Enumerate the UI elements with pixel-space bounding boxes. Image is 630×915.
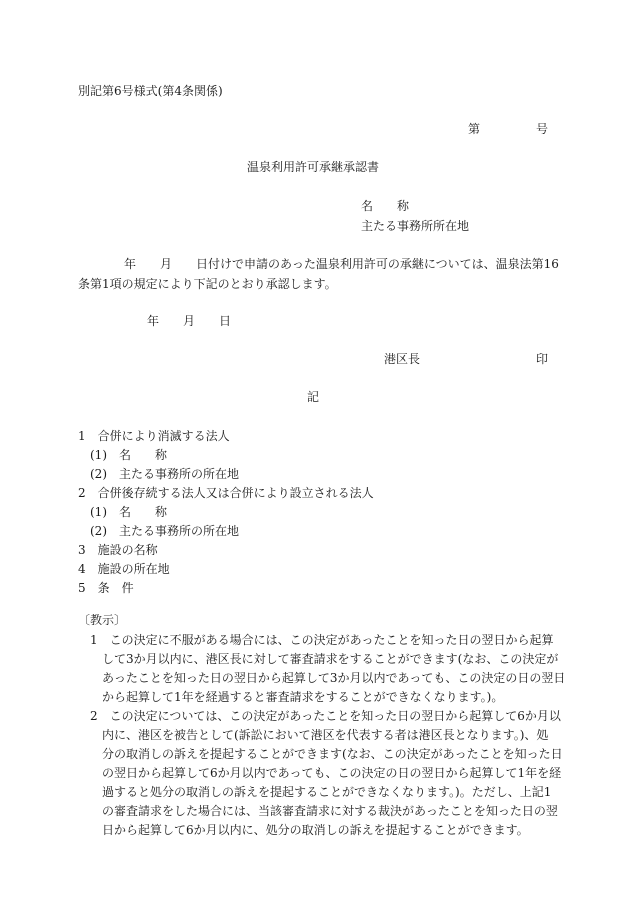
- notice-line: 過すると処分の取消しの訴えを提起することができなくなります。)。ただし、上記1: [102, 785, 552, 799]
- number-prefix: 第: [468, 122, 481, 136]
- list-item: 1 合併により消滅する法人: [78, 429, 230, 443]
- recipient-address-label: 主たる事務所所在地: [361, 219, 470, 233]
- list-item: 3 施設の名称: [78, 543, 158, 557]
- notice-heading: 〔教示〕: [78, 613, 127, 627]
- body-line-1: 年 月 日付けで申請のあった温泉利用許可の承継については、温泉法第16: [124, 257, 559, 271]
- list-item: (1) 名 称: [90, 448, 167, 462]
- list-item: 2 合併後存続する法人又は合併により設立される法人: [78, 486, 374, 500]
- issuer-title: 港区長: [384, 352, 421, 366]
- notice-line: から起算して1年を経過すると審査請求をすることができなくなります。)。: [102, 690, 504, 704]
- notice-line: あったことを知った日の翌日から起算して3か月以内であっても、この決定の日の翌日: [102, 671, 566, 685]
- notice-line: して3か月以内に、港区長に対して審査請求をすることができます(なお、この決定が: [102, 652, 559, 666]
- notice-line: 1 この決定に不服がある場合には、この決定があったことを知った日の翌日から起算: [90, 633, 554, 647]
- notice-line: 2 この決定については、この決定があったことを知った日の翌日から起算して6か月以: [90, 709, 561, 723]
- recipient-name-label: 名 称: [361, 199, 410, 213]
- ki-heading: 記: [307, 390, 320, 404]
- seal-mark: 印: [536, 352, 549, 366]
- list-item: (2) 主たる事務所の所在地: [90, 524, 239, 538]
- list-item: 5 条 件: [78, 581, 134, 595]
- notice-line: 日から起算して6か月以内に、処分の取消しの訴えを提起することができます。: [102, 823, 529, 837]
- notice-line: 分の取消しの訴えを提起することができます(なお、この決定があったことを知った日: [102, 747, 563, 761]
- notice-line: の審査請求をした場合には、当該審査請求に対する裁決があったことを知った日の翌: [102, 804, 558, 818]
- body-line-2: 条第1項の規定により下記のとおり承認します。: [78, 277, 337, 291]
- list-item: (2) 主たる事務所の所在地: [90, 467, 239, 481]
- notice-line: の翌日から起算して6か月以内であっても、この決定の日の翌日から起算して1年を経: [102, 766, 562, 780]
- notice-line: 内に、港区を被告として(訴訟において港区を代表する者は港区長となります。)、処: [102, 728, 549, 742]
- date-line: 年 月 日: [147, 314, 232, 328]
- document-title: 温泉利用許可承継承認書: [247, 160, 380, 174]
- number-suffix: 号: [536, 122, 549, 136]
- list-item: 4 施設の所在地: [78, 562, 170, 576]
- list-item: (1) 名 称: [90, 505, 167, 519]
- form-label: 別記第6号様式(第4条関係): [78, 84, 223, 98]
